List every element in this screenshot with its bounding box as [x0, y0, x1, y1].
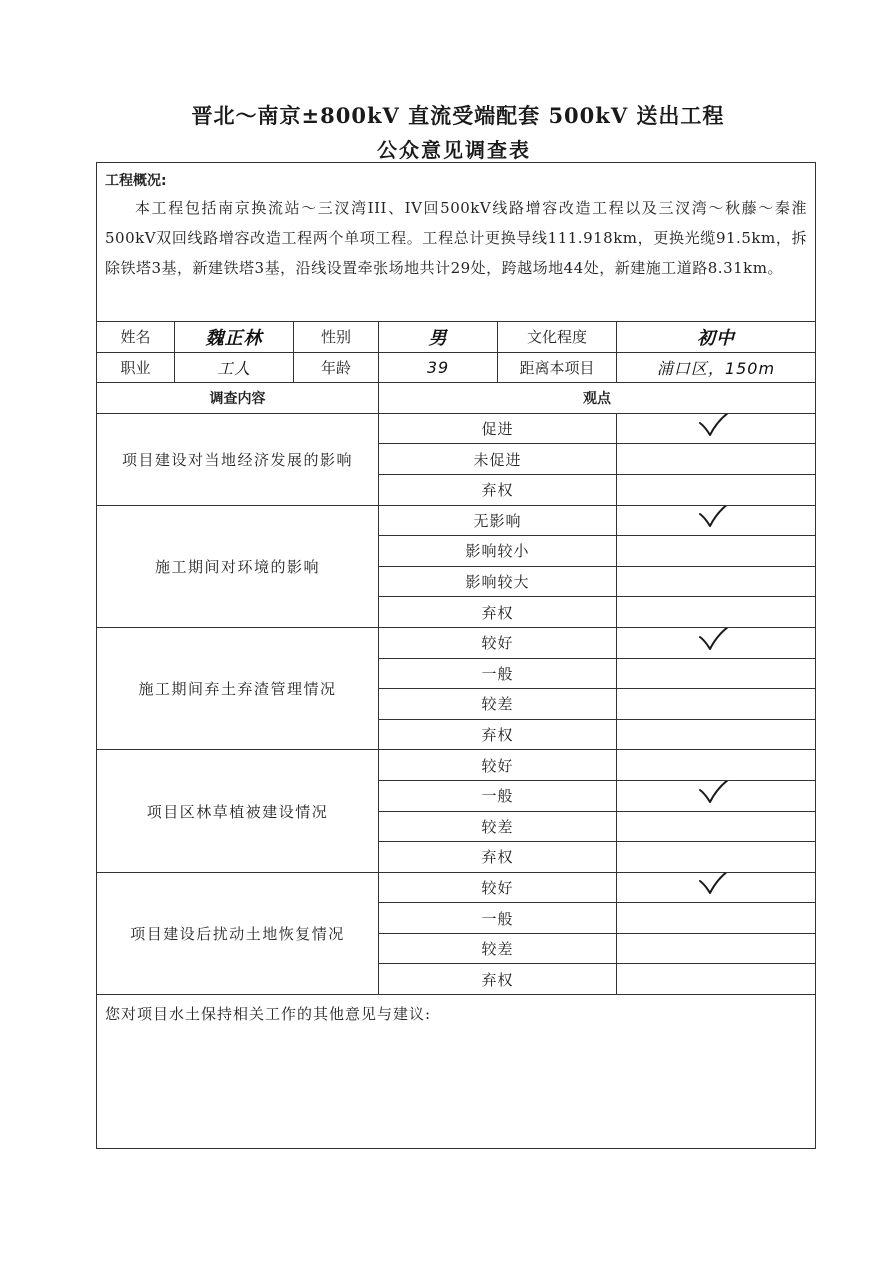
question-text: 施工期间对环境的影响: [97, 505, 379, 627]
option-label: 较好: [379, 872, 617, 903]
checkmark-icon: [697, 780, 735, 804]
option-label: 较差: [379, 933, 617, 964]
comments-field[interactable]: [97, 995, 816, 1149]
comments-label: 您对项目水土保持相关工作的其他意见与建议:: [105, 1005, 432, 1024]
option-checkbox[interactable]: [617, 842, 816, 873]
option-checkbox[interactable]: [617, 566, 816, 597]
option-label: 较好: [379, 750, 617, 781]
option-label: 影响较小: [379, 536, 617, 567]
question-text: 项目建设后扰动土地恢复情况: [97, 872, 379, 994]
option-checkbox[interactable]: [617, 689, 816, 720]
distance-label: 距离本项目: [498, 352, 617, 383]
respondent-row-1: [97, 322, 816, 353]
option-label: 较差: [379, 811, 617, 842]
option-checkbox[interactable]: [617, 903, 816, 934]
age-field[interactable]: 39: [379, 352, 498, 383]
overview-heading: 工程概况:: [105, 173, 167, 189]
name-label: 姓名: [97, 322, 175, 353]
option-checkbox[interactable]: [617, 413, 816, 444]
option-checkbox[interactable]: [617, 964, 816, 995]
option-label: 弃权: [379, 842, 617, 873]
gender-label: 性别: [294, 322, 379, 353]
question-text: 施工期间弃土弃渣管理情况: [97, 627, 379, 749]
checkmark-icon: [697, 872, 735, 896]
option-label: 影响较大: [379, 566, 617, 597]
question-text: 项目区林草植被建设情况: [97, 750, 379, 872]
opinion-header: 观点: [379, 383, 816, 414]
question-row: [97, 505, 816, 536]
education-field[interactable]: 初中: [617, 322, 816, 353]
option-label: 促进: [379, 413, 617, 444]
gender-field[interactable]: 男: [379, 322, 498, 353]
option-label: 弃权: [379, 597, 617, 628]
option-label: 较好: [379, 627, 617, 658]
option-checkbox[interactable]: [617, 597, 816, 628]
option-label: 一般: [379, 780, 617, 811]
option-checkbox[interactable]: [617, 474, 816, 505]
checkmark-icon: [697, 627, 735, 651]
question-row: [97, 750, 816, 781]
distance-field[interactable]: 浦口区，150m: [617, 352, 816, 383]
option-checkbox[interactable]: [617, 933, 816, 964]
option-checkbox[interactable]: [617, 444, 816, 475]
option-checkbox[interactable]: [617, 872, 816, 903]
occupation-label: 职业: [97, 352, 175, 383]
option-checkbox[interactable]: [617, 658, 816, 689]
option-label: 弃权: [379, 719, 617, 750]
question-text: 项目建设对当地经济发展的影响: [97, 413, 379, 505]
option-label: 一般: [379, 658, 617, 689]
option-checkbox[interactable]: [617, 780, 816, 811]
option-label: 一般: [379, 903, 617, 934]
age-label: 年龄: [294, 352, 379, 383]
checkmark-icon: [697, 505, 735, 529]
option-label: 弃权: [379, 964, 617, 995]
question-row: [97, 413, 816, 444]
survey-table: [96, 162, 816, 1149]
option-checkbox[interactable]: [617, 536, 816, 567]
education-label: 文化程度: [498, 322, 617, 353]
option-label: 无影响: [379, 505, 617, 536]
overview-text: 本工程包括南京换流站～三汊湾III、IV回500kV线路增容改造工程以及三汊湾～秋藤～秦淮500kV双回线路增容改造工程两个单项工程。工程总计更换导线111.918km，更换光缆91.5km，拆除铁塔3基，新建铁塔3基，沿线设置牵张场地共计29处，跨越场地44处，新建施工道路8.31km。: [105, 199, 807, 277]
respondent-row-2: [97, 352, 816, 383]
option-checkbox[interactable]: [617, 627, 816, 658]
content-header: 调查内容: [97, 383, 379, 414]
option-label: 未促进: [379, 444, 617, 475]
option-checkbox[interactable]: [617, 719, 816, 750]
document-title: 晋北～南京±800kV 直流受端配套 500kV 送出工程: [191, 103, 725, 128]
header-row: [97, 383, 816, 414]
comments-row: [97, 995, 816, 1149]
occupation-field[interactable]: 工人: [175, 352, 294, 383]
question-row: [97, 872, 816, 903]
option-checkbox[interactable]: [617, 750, 816, 781]
checkmark-icon: [697, 413, 735, 437]
overview-row: [97, 163, 816, 322]
question-row: [97, 627, 816, 658]
name-field[interactable]: 魏正林: [175, 322, 294, 353]
option-checkbox[interactable]: [617, 811, 816, 842]
overview-cell: [97, 163, 816, 322]
option-label: 弃权: [379, 474, 617, 505]
option-label: 较差: [379, 689, 617, 720]
option-checkbox[interactable]: [617, 505, 816, 536]
document-subtitle: 公众意见调查表: [377, 138, 531, 162]
